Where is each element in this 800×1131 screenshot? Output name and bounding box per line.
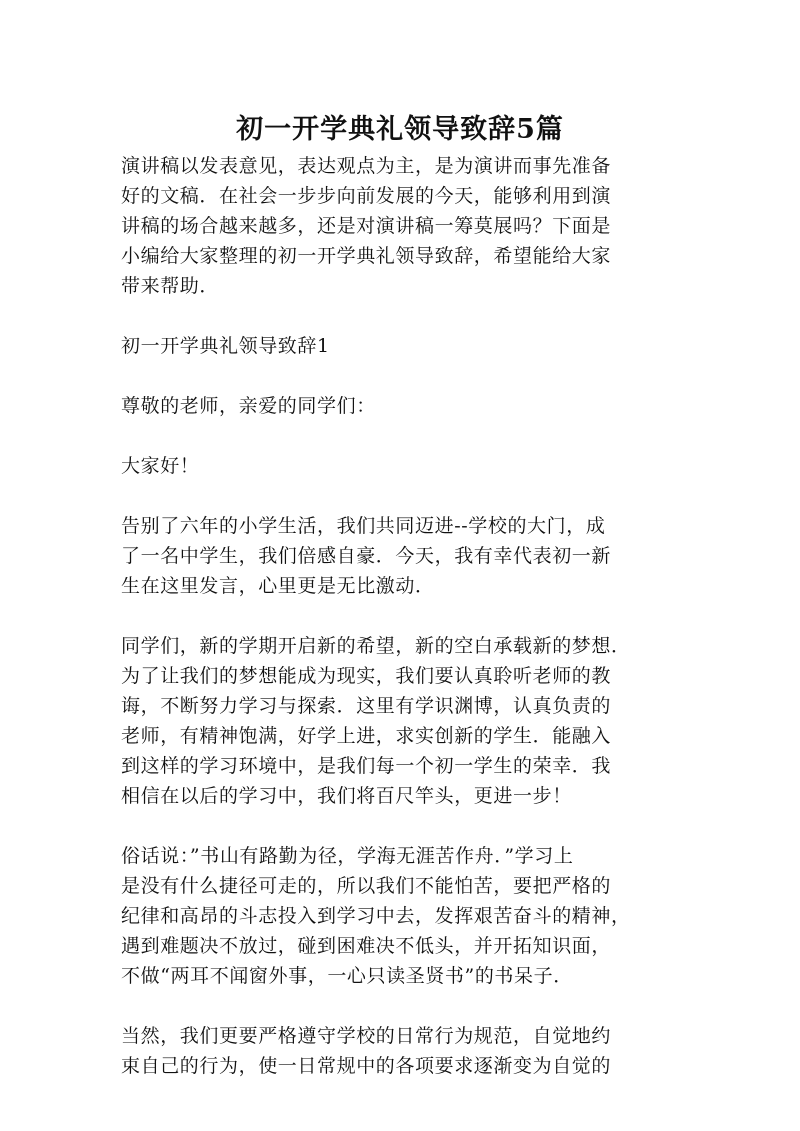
text-line: 到这样的学习环境中，是我们每一个初一学生的荣幸．我	[121, 755, 612, 777]
text-line: 同学们，新的学期开启新的希望，新的空白承载新的梦想．	[121, 635, 631, 657]
text-line: 生在这里发言，心里更是无比激动．	[121, 575, 435, 597]
text-line: 是没有什么捷径可走的，所以我们不能怕苦，要把严格的	[121, 875, 612, 897]
paragraph-gap	[121, 991, 666, 1021]
paragraph-gap	[121, 601, 666, 631]
text-line: 告别了六年的小学生活，我们共同迈进--学校的大门，成	[121, 515, 606, 537]
paragraph-gap	[121, 361, 666, 391]
text-line: 束自己的行为，使一日常规中的各项要求逐渐变为自觉的	[121, 1055, 612, 1077]
paragraph-gap	[121, 811, 666, 841]
text-line: 了一名中学生，我们倍感自豪．今天，我有幸代表初一新	[121, 545, 612, 567]
paragraph	[121, 1021, 666, 1081]
text-line: 遇到难题决不放过，碰到困难决不低头，并开拓知识面，	[121, 935, 612, 957]
paragraph-intro	[121, 151, 666, 301]
paragraph-gap	[121, 301, 666, 331]
document-body	[121, 151, 666, 1081]
text-line: 诲，不断努力学习与探索．这里有学识渊博，认真负责的	[121, 695, 612, 717]
text-line: 当然，我们更要严格遵守学校的日常行为规范，自觉地约	[121, 1025, 612, 1047]
text-line: 带来帮助．	[121, 275, 220, 297]
paragraph	[121, 511, 666, 601]
text-line: 讲稿的场合越来越多，还是对演讲稿一筹莫展吗？下面是	[121, 215, 612, 237]
document-title: 初一开学典礼领导致辞5篇	[236, 114, 564, 145]
text-line: 为了让我们的梦想能成为现实，我们要认真聆听老师的教	[121, 665, 612, 687]
salutation	[121, 391, 666, 421]
text-line: 初一开学典礼领导致辞1	[121, 335, 330, 357]
text-line: 纪律和高昂的斗志投入到学习中去，发挥艰苦奋斗的精神，	[121, 905, 631, 927]
greeting	[121, 451, 666, 481]
paragraph	[121, 841, 666, 991]
text-line: 相信在以后的学习中，我们将百尺竿头，更进一步！	[121, 785, 572, 807]
text-line: 尊敬的老师，亲爱的同学们：	[121, 395, 376, 417]
text-line: 演讲稿以发表意见，表达观点为主，是为演讲而事先准备	[121, 155, 612, 177]
text-line: 俗话说：”书山有路勤为径，学海无涯苦作舟．”学习上	[121, 845, 574, 867]
text-line: 大家好！	[121, 455, 200, 477]
text-line: 老师，有精神饱满，好学上进，求实创新的学生．能融入	[121, 725, 612, 747]
text-line: 小编给大家整理的初一开学典礼领导致辞，希望能给大家	[121, 245, 612, 267]
section-heading	[121, 331, 666, 361]
text-line: 好的文稿．在社会一步步向前发展的今天，能够利用到演	[121, 185, 612, 207]
text-line: 不做“两耳不闻窗外事，一心只读圣贤书”的书呆子．	[121, 965, 573, 987]
paragraph-gap	[121, 421, 666, 451]
paragraph-gap	[121, 481, 666, 511]
paragraph	[121, 631, 666, 811]
